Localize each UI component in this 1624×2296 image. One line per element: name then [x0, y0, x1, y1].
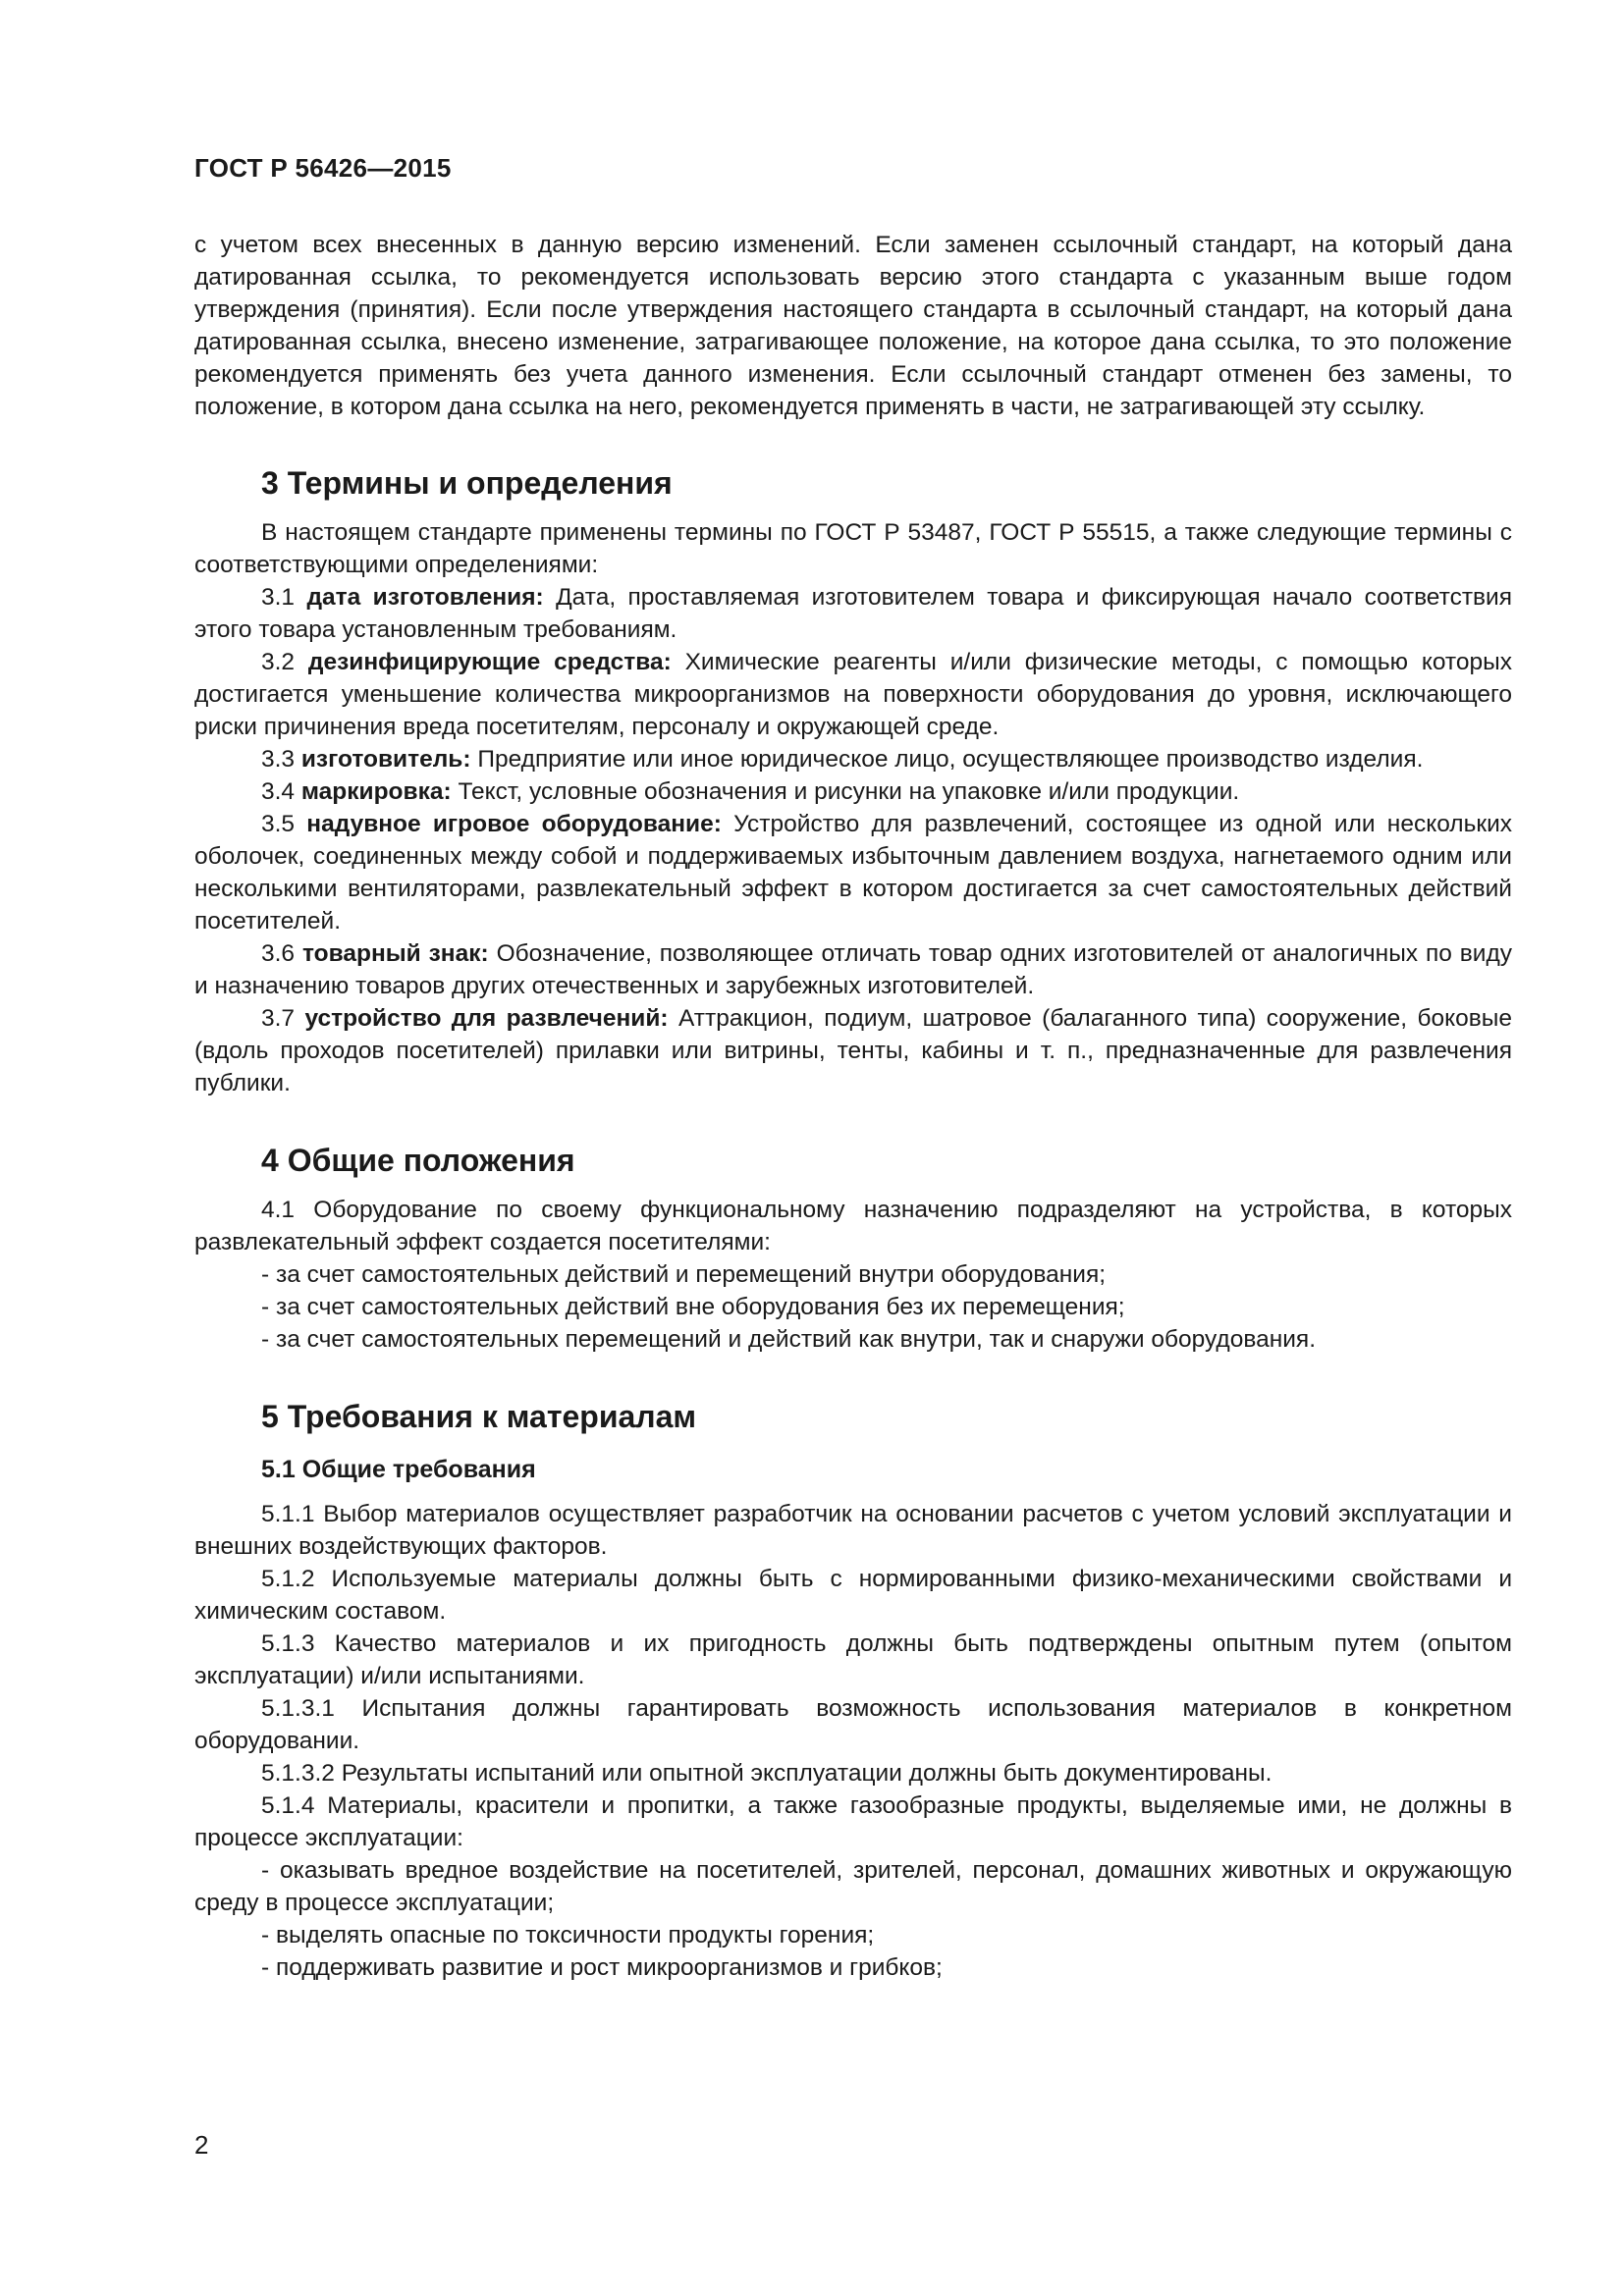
- section-5-heading: 5 Требования к материалам: [261, 1399, 697, 1434]
- list-item: - за счет самостоятельных действий и перемещений внутри оборудования;: [261, 1261, 1107, 1288]
- term-definition: Дата, проставляемая изготовителем товара и фиксирующая начало соответствия этого товара установленным требованиям.: [194, 584, 1513, 643]
- list-item: - за счет самостоятельных перемещений и действий как внутри, так и снаружи оборудования.: [261, 1326, 1317, 1353]
- term-name: маркировка:: [300, 778, 452, 805]
- term-name: дата изготовления:: [306, 584, 544, 611]
- document-body: [194, 229, 1512, 1984]
- clause-5-1-3-2: 5.1.3.2 Результаты испытаний или опытной эксплуатации должны быть документированы.: [261, 1760, 1272, 1787]
- clause-5-1-3: 5.1.3 Качество материалов и их пригодность должны быть подтверждены опытным путем (опытом эксплуатации) и/или испытаниями.: [194, 1630, 1512, 1689]
- page-number: 2: [194, 2130, 209, 2160]
- list-item: - за счет самостоятельных действий вне оборудования без их перемещения;: [261, 1294, 1125, 1320]
- term-3-1: [194, 581, 1512, 646]
- document-header: ГОСТ Р 56426—2015: [194, 153, 452, 183]
- term-definition: Устройство для развлечений, состоящее из одной или нескольких оболочек, соединенных между собой и поддерживаемых избыточным давлением воздуха, нагнетаемого одним или несколькими вентиляторами, развлекательный эффект в котором достигается за счет самостоятельных действий посетителей.: [194, 811, 1512, 934]
- term-number: 3.4: [261, 778, 296, 805]
- clause-5-1-4: 5.1.4 Материалы, красители и пропитки, а также газообразные продукты, выделяемые ими, не должны в процессе эксплуатации:: [194, 1792, 1512, 1851]
- intro-paragraph: с учетом всех внесенных в данную версию изменений. Если заменен ссылочный стандарт, на который дана датированная ссылка, то рекомендуется использовать версию этого стандарта с указанным выше годом утверждения (принятия). Если после утверждения настоящего стандарта в ссылочный стандарт, на который дана датированная ссылка, внесено изменение, затрагивающее положение, на которое дана ссылка, то это положение рекомендуется применять без учета данного изменения. Если ссылочный стандарт отменен без замены, то положение, в котором дана ссылка на него, рекомендуется применять в части, не затрагивающей эту ссылку.: [194, 232, 1512, 420]
- clause-5-1-1: 5.1.1 Выбор материалов осуществляет разработчик на основании расчетов с учетом условий эксплуатации и внешних воздействующих факторов.: [194, 1501, 1512, 1560]
- term-3-4: [194, 775, 1512, 808]
- term-definition: Текст, условные обозначения и рисунки на упаковке и/или продукции.: [458, 778, 1240, 805]
- list-item: - поддерживать развитие и рост микроорганизмов и грибков;: [261, 1954, 943, 1981]
- term-3-7: [194, 1002, 1512, 1099]
- term-number: 3.1: [261, 584, 296, 611]
- term-definition: Обозначение, позволяющее отличать товар одних изготовителей от аналогичных по виду и назначению товаров других отечественных и зарубежных изготовителей.: [194, 940, 1512, 999]
- term-name: дезинфицирующие средства:: [307, 649, 672, 675]
- term-number: 3.7: [261, 1005, 296, 1032]
- term-number: 3.2: [261, 649, 296, 675]
- term-number: 3.6: [261, 940, 296, 967]
- term-number: 3.5: [261, 811, 296, 837]
- term-3-3: [194, 743, 1512, 775]
- term-definition: Химические реагенты и/или физические методы, с помощью которых достигается уменьшение количества микроорганизмов на поверхности оборудования до уровня, исключающего риски причинения вреда посетителям, персоналу и окружающей среде.: [194, 649, 1512, 740]
- term-name: устройство для развлечений:: [304, 1005, 669, 1032]
- term-name: изготовитель:: [300, 746, 471, 773]
- term-3-5: [194, 808, 1512, 937]
- term-3-6: [194, 937, 1512, 1002]
- clause-5-1-3-1: 5.1.3.1 Испытания должны гарантировать возможность использования материалов в конкретном оборудовании.: [194, 1695, 1512, 1754]
- subsection-5-1-heading: 5.1 Общие требования: [261, 1456, 536, 1483]
- section-3-intro: В настоящем стандарте применены термины по ГОСТ Р 53487, ГОСТ Р 55515, а также следующие термины с соответствующими определениями:: [194, 519, 1512, 578]
- term-number: 3.3: [261, 746, 296, 773]
- term-name: надувное игровое оборудование:: [306, 811, 722, 837]
- term-definition: Аттракцион, подиум, шатровое (балаганного типа) сооружение, боковые (вдоль проходов посетителей) прилавки или витрины, тенты, кабины и т. п., предназначенные для развлечения публики.: [194, 1005, 1513, 1096]
- term-3-2: [194, 646, 1512, 743]
- list-item: - оказывать вредное воздействие на посетителей, зрителей, персонал, домашних животных и окружающую среду в процессе эксплуатации;: [194, 1857, 1512, 1916]
- clause-5-1-2: 5.1.2 Используемые материалы должны быть с нормированными физико-механическими свойствами и химическим составом.: [194, 1566, 1512, 1625]
- list-item: - выделять опасные по токсичности продукты горения;: [261, 1922, 875, 1949]
- section-3-heading: 3 Термины и определения: [261, 465, 673, 501]
- section-4-heading: 4 Общие положения: [261, 1143, 575, 1178]
- term-definition: Предприятие или иное юридическое лицо, осуществляющее производство изделия.: [477, 746, 1424, 773]
- section-4-paragraph: 4.1 Оборудование по своему функциональному назначению подразделяют на устройства, в которых развлекательный эффект создается посетителями:: [194, 1197, 1512, 1255]
- term-name: товарный знак:: [301, 940, 489, 967]
